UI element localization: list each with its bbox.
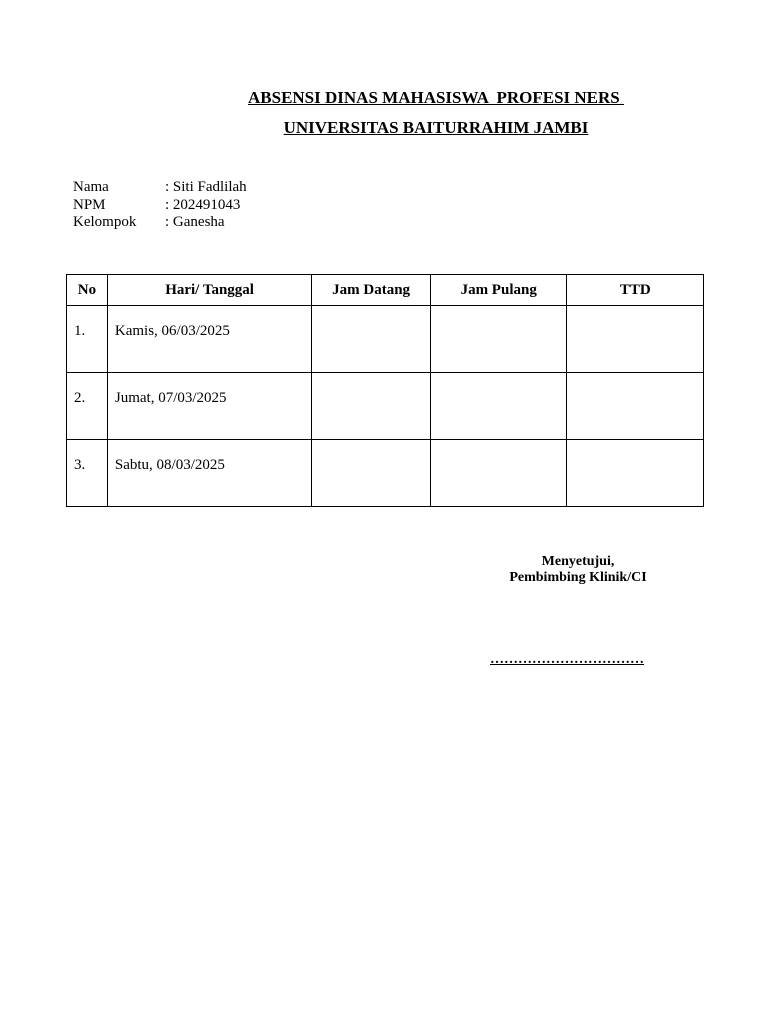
row-departure-time xyxy=(431,440,567,457)
header-no: No xyxy=(67,275,108,306)
row-departure-cell xyxy=(430,306,567,373)
row-departure-cell xyxy=(430,440,567,507)
signature-placeholder: …………………………… xyxy=(490,652,644,667)
header-arrival-time: Jam Datang xyxy=(312,275,431,306)
row-signature-cell xyxy=(567,373,704,440)
row-signature xyxy=(567,373,703,390)
institution-title: UNIVERSITAS BAITURRAHIM JAMBI xyxy=(283,118,589,137)
header-day-date: Hari/ Tanggal xyxy=(107,275,311,306)
approval-block xyxy=(498,554,658,586)
student-npm-row xyxy=(73,197,247,215)
row-day-date: Sabtu, 08/03/2025 xyxy=(114,457,225,473)
row-number: 1. xyxy=(74,323,86,339)
row-signature-cell xyxy=(567,440,704,507)
attendance-table xyxy=(66,274,704,507)
group-label: Kelompok xyxy=(73,214,137,230)
row-arrival-cell xyxy=(312,373,431,440)
row-departure-time xyxy=(431,306,567,323)
row-number: 3. xyxy=(74,457,86,473)
student-name-row xyxy=(73,179,247,197)
row-day-cell xyxy=(107,306,311,373)
row-arrival-cell xyxy=(312,440,431,507)
npm-label: NPM xyxy=(73,196,106,213)
row-number-cell xyxy=(67,373,108,440)
student-group-row xyxy=(73,214,247,232)
row-arrival-time xyxy=(312,373,430,390)
table-row xyxy=(67,373,704,440)
row-day-cell xyxy=(107,440,311,507)
document-title: ABSENSI DINAS MAHASISWA PROFESI NERS xyxy=(248,88,624,107)
row-number-cell xyxy=(67,440,108,507)
row-departure-time xyxy=(431,373,567,390)
name-value: : Siti Fadlilah xyxy=(165,179,247,195)
npm-value: : 202491043 xyxy=(165,196,241,213)
row-number: 2. xyxy=(74,390,86,406)
group-value: : Ganesha xyxy=(165,214,225,230)
row-signature-cell xyxy=(567,306,704,373)
row-number-cell xyxy=(67,306,108,373)
approval-label: Menyetujui, xyxy=(541,554,615,569)
row-day-date: Kamis, 06/03/2025 xyxy=(114,323,230,339)
row-day-date: Jumat, 07/03/2025 xyxy=(114,390,227,406)
student-info xyxy=(73,179,247,232)
table-header-row xyxy=(67,275,704,306)
header-departure-time: Jam Pulang xyxy=(430,275,567,306)
row-arrival-cell xyxy=(312,306,431,373)
row-arrival-time xyxy=(312,306,430,323)
row-signature xyxy=(567,440,703,457)
name-label: Nama xyxy=(73,179,109,195)
table-row xyxy=(67,440,704,507)
row-signature xyxy=(567,306,703,323)
supervisor-title: Pembimbing Klinik/CI xyxy=(509,570,647,585)
table-row xyxy=(67,306,704,373)
row-day-cell xyxy=(107,373,311,440)
header-signature: TTD xyxy=(567,275,704,306)
row-arrival-time xyxy=(312,440,430,457)
row-departure-cell xyxy=(430,373,567,440)
